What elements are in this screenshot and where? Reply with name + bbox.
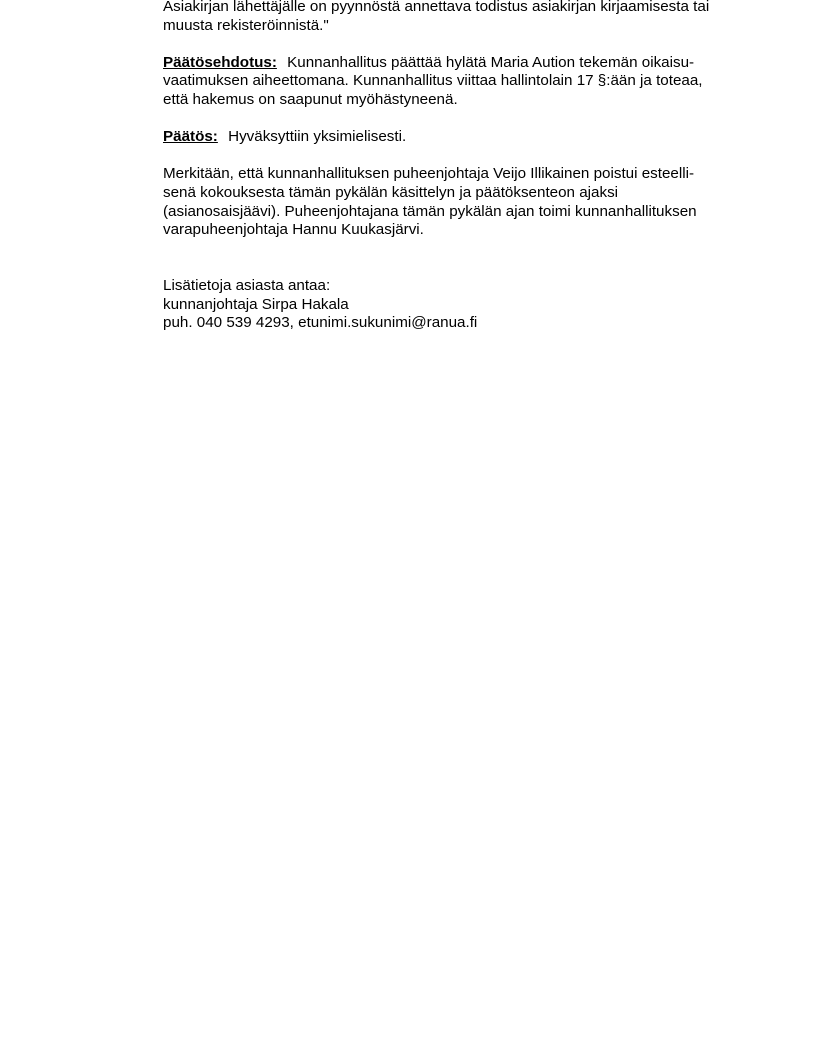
note-line-3: (asianosaisjäävi). Puheenjohtajana tämän pykälän ajan toimi kunnanhallituksen [163, 202, 697, 220]
decision-paragraph [163, 128, 753, 147]
proposal-paragraph [163, 54, 753, 73]
contact-heading: Lisätietoja asiasta antaa: [163, 276, 331, 294]
contact-details: puh. 040 539 4293, etunimi.sukunimi@ranua.fi [163, 314, 478, 332]
proposal-label: Päätösehdotus: [163, 53, 277, 71]
proposal-line-3: että hakemus on saapunut myöhästyneenä. [163, 90, 458, 108]
note-line-2: senä kokouksesta tämän pykälän käsittelyn ja päätöksenteon ajaksi [163, 183, 619, 201]
proposal-line-1: Kunnanhallitus päättää hylätä Maria Aution tekemän oikaisu- [287, 53, 695, 71]
note-line-1: Merkitään, että kunnanhallituksen puheenjohtaja Veijo Illikainen poistui esteelli- [163, 165, 695, 183]
decision-label: Päätös: [163, 128, 218, 146]
note-line-4: varapuheenjohtaja Hannu Kuukasjärvi. [163, 221, 424, 239]
proposal-line-2: vaatimuksen aiheettomana. Kunnanhallitus viittaa hallintolain 17 §:ään ja toteaa, [163, 72, 703, 90]
quote-line-1: Asiakirjan lähettäjälle on pyynnöstä annettava todistus asiakirjan kirjaamisesta tai [163, 0, 710, 15]
quote-line-2: muusta rekisteröinnistä." [163, 16, 329, 34]
decision-text: Hyväksyttiin yksimielisesti. [228, 128, 407, 146]
contact-name: kunnanjohtaja Sirpa Hakala [163, 295, 349, 313]
document-page [163, 0, 753, 333]
